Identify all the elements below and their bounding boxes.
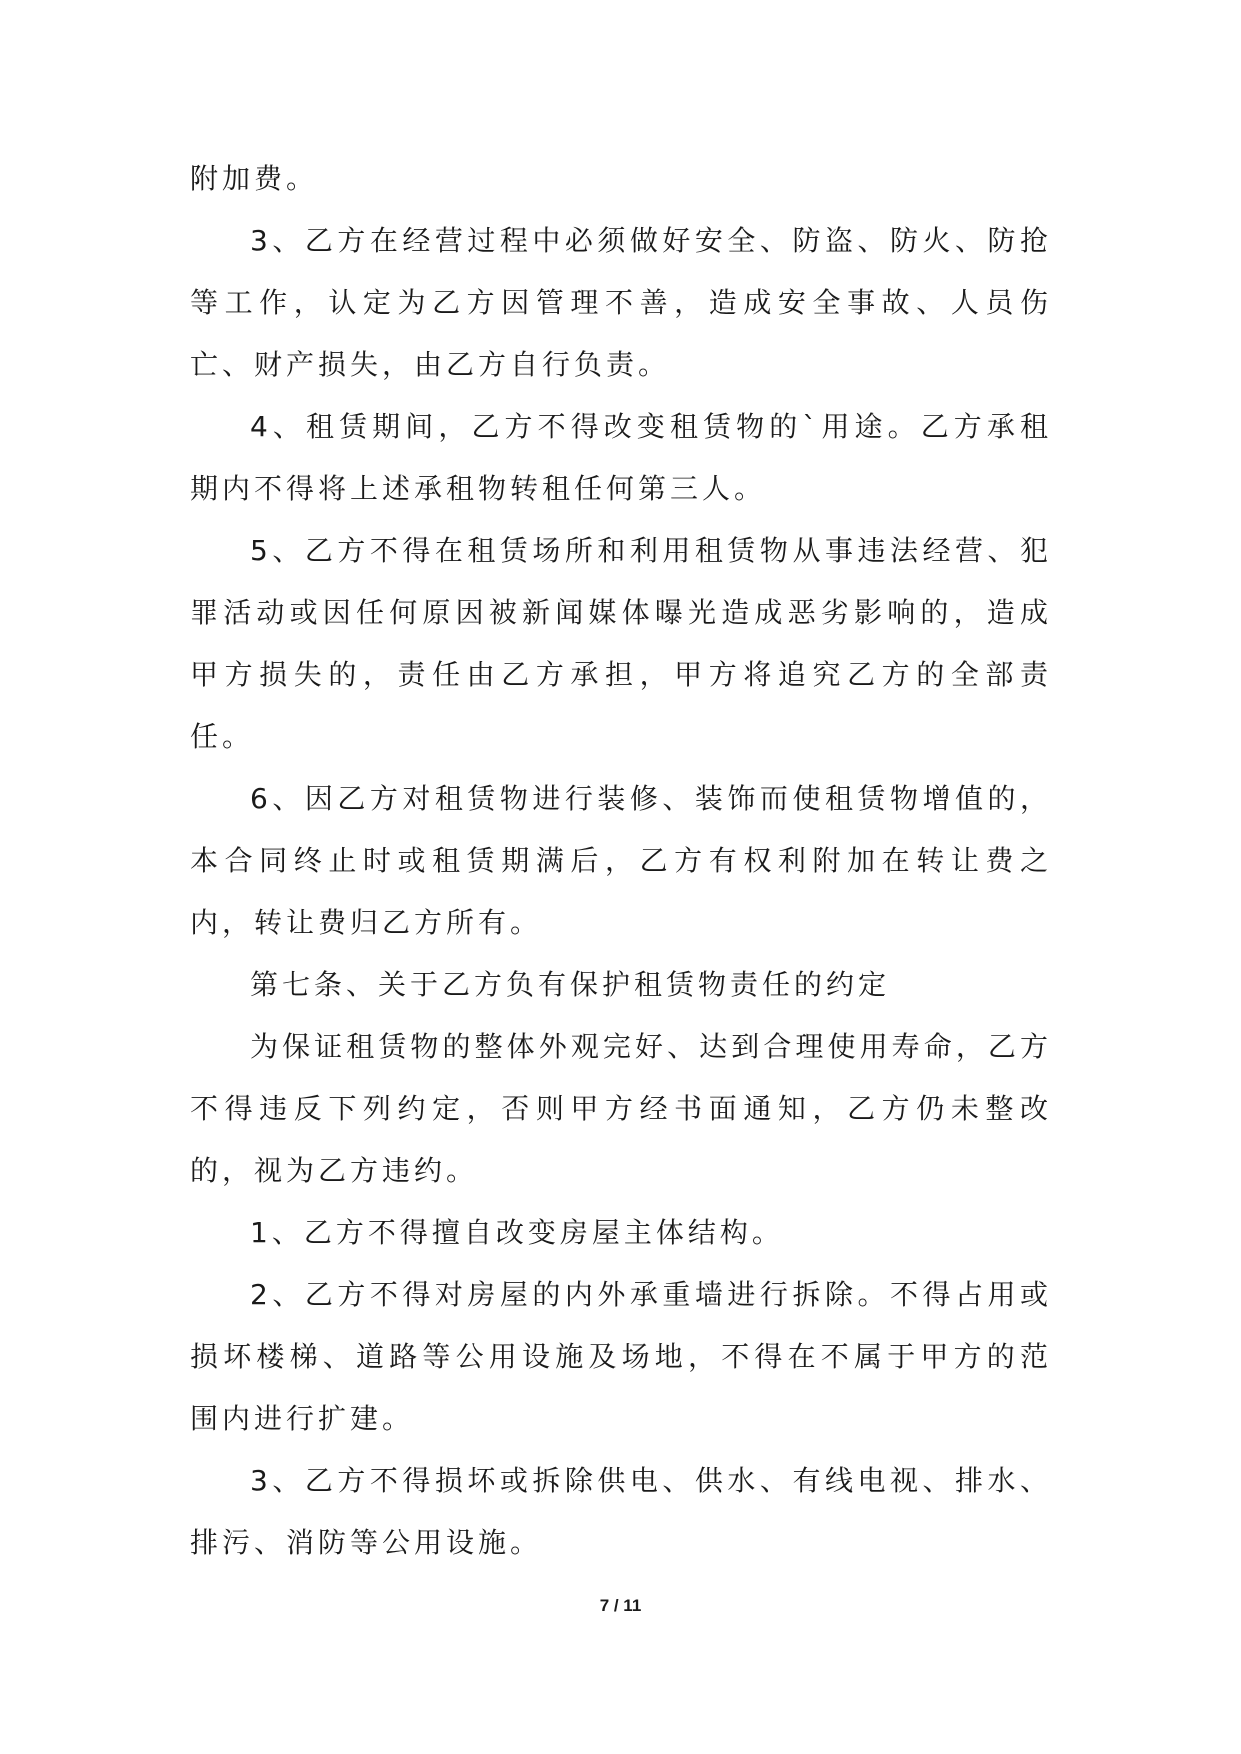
paragraph: 3、乙方在经营过程中必须做好安全、防盗、防火、防抢等工作，认定为乙方因管理不善，造成安全事故、人员伤亡、财产损失，由乙方自行负责。 [190, 224, 1052, 381]
section-heading: 第七条、关于乙方负有保护租赁物责任的约定 [250, 968, 891, 1001]
paragraph: 附加费。 [190, 162, 319, 195]
paragraph: 4、租赁期间，乙方不得改变租赁物的`用途。乙方承租期内不得将上述承租物转租任何第三人。 [190, 410, 1052, 505]
paragraph: 1、乙方不得擅自改变房屋主体结构。 [250, 1216, 784, 1249]
document-body [190, 148, 1052, 1574]
paragraph: 3、乙方不得损坏或拆除供电、供水、有线电视、排水、排污、消防等公用设施。 [190, 1464, 1052, 1559]
paragraph: 2、乙方不得对房屋的内外承重墙进行拆除。不得占用或损坏楼梯、道路等公用设施及场地，不得在不属于甲方的范围内进行扩建。 [190, 1278, 1052, 1435]
paragraph: 为保证租赁物的整体外观完好、达到合理使用寿命，乙方不得违反下列约定，否则甲方经书面通知，乙方仍未整改的，视为乙方违约。 [190, 1030, 1052, 1187]
paragraph: 5、乙方不得在租赁场所和利用租赁物从事违法经营、犯罪活动或因任何原因被新闻媒体曝光造成恶劣影响的，造成甲方损失的，责任由乙方承担，甲方将追究乙方的全部责任。 [190, 534, 1052, 753]
paragraph: 6、因乙方对租赁物进行装修、装饰而使租赁物增值的，本合同终止时或租赁期满后，乙方有权利附加在转让费之内，转让费归乙方所有。 [190, 782, 1052, 939]
page-number: 7 / 11 [599, 1596, 642, 1615]
